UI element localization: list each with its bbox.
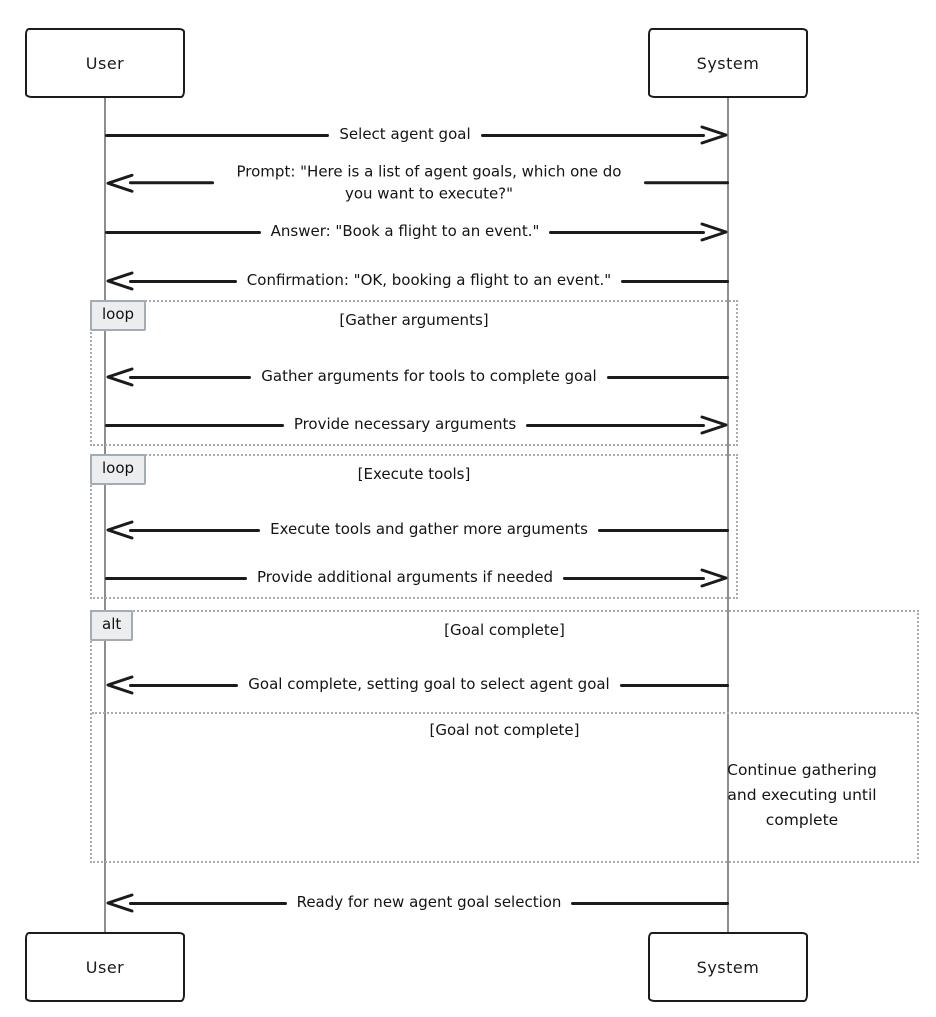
message-text: Answer: "Book a flight to an event." (270, 222, 540, 241)
arrow-line (129, 182, 214, 185)
actor-user-top-label: User (85, 53, 125, 73)
alt-label: alt (90, 610, 133, 641)
arrow-line (571, 902, 729, 905)
arrow-line (129, 280, 237, 283)
loop-title: [Gather arguments] (339, 311, 489, 329)
message-answer-book-flight (105, 221, 729, 243)
actor-system-bottom (648, 932, 808, 1002)
message-confirmation-booking (105, 270, 729, 292)
actor-system-top-label: System (696, 53, 760, 73)
arrow-line (620, 684, 729, 687)
arrow-line (481, 134, 705, 137)
alt-else-title: [Goal not complete] (429, 721, 580, 739)
arrow-line (129, 376, 251, 379)
actor-system-top (648, 28, 808, 98)
loop-label: loop (90, 300, 146, 331)
actor-system-bottom-label: System (696, 957, 760, 977)
arrow-line (129, 902, 287, 905)
loop-title: [Execute tools] (357, 465, 471, 483)
message-goal-complete (105, 674, 729, 696)
alt-frame-goal-complete (90, 610, 919, 863)
message-select-agent-goal (105, 124, 729, 146)
arrow-line (105, 424, 284, 427)
alt-note: Continue gathering and executing until complete (727, 761, 877, 829)
message-text: Execute tools and gather more arguments (270, 520, 588, 539)
message-ready-new-goal (105, 892, 729, 914)
arrow-line (607, 376, 729, 379)
arrow-line (129, 684, 238, 687)
message-text: Select agent goal (339, 125, 471, 144)
alt-divider (92, 712, 917, 714)
arrowhead-right-icon (699, 567, 729, 589)
arrow-line (105, 134, 329, 137)
arrowhead-right-icon (699, 221, 729, 243)
message-text: Ready for new agent goal selection (296, 893, 562, 912)
arrow-line (598, 529, 729, 532)
arrow-line (105, 231, 261, 234)
message-text: Prompt: "Here is a list of agent goals, which one do you want to execute?" (236, 162, 622, 202)
message-text: Confirmation: "OK, booking a flight to an event." (246, 271, 612, 290)
arrow-line (526, 424, 705, 427)
message-text: Gather arguments for tools to complete goal (261, 367, 597, 386)
actor-user-top (25, 28, 185, 98)
arrow-line (129, 529, 260, 532)
arrow-line (563, 577, 705, 580)
arrowhead-right-icon (699, 124, 729, 146)
message-gather-arguments (105, 366, 729, 388)
loop-label: loop (90, 454, 146, 485)
alt-title: [Goal complete] (444, 621, 565, 639)
arrowhead-right-icon (699, 414, 729, 436)
message-execute-tools (105, 519, 729, 541)
message-provide-additional-arguments (105, 567, 729, 589)
message-text: Provide additional arguments if needed (257, 568, 554, 587)
arrow-line (644, 182, 729, 185)
message-text: Provide necessary arguments (293, 415, 517, 434)
arrow-line (105, 577, 247, 580)
actor-user-bottom (25, 932, 185, 1002)
message-prompt-goal-list (105, 161, 729, 205)
message-provide-arguments (105, 414, 729, 436)
arrow-line (549, 231, 705, 234)
actor-user-bottom-label: User (85, 957, 125, 977)
arrow-line (621, 280, 729, 283)
message-text: Goal complete, setting goal to select agent goal (248, 675, 610, 694)
